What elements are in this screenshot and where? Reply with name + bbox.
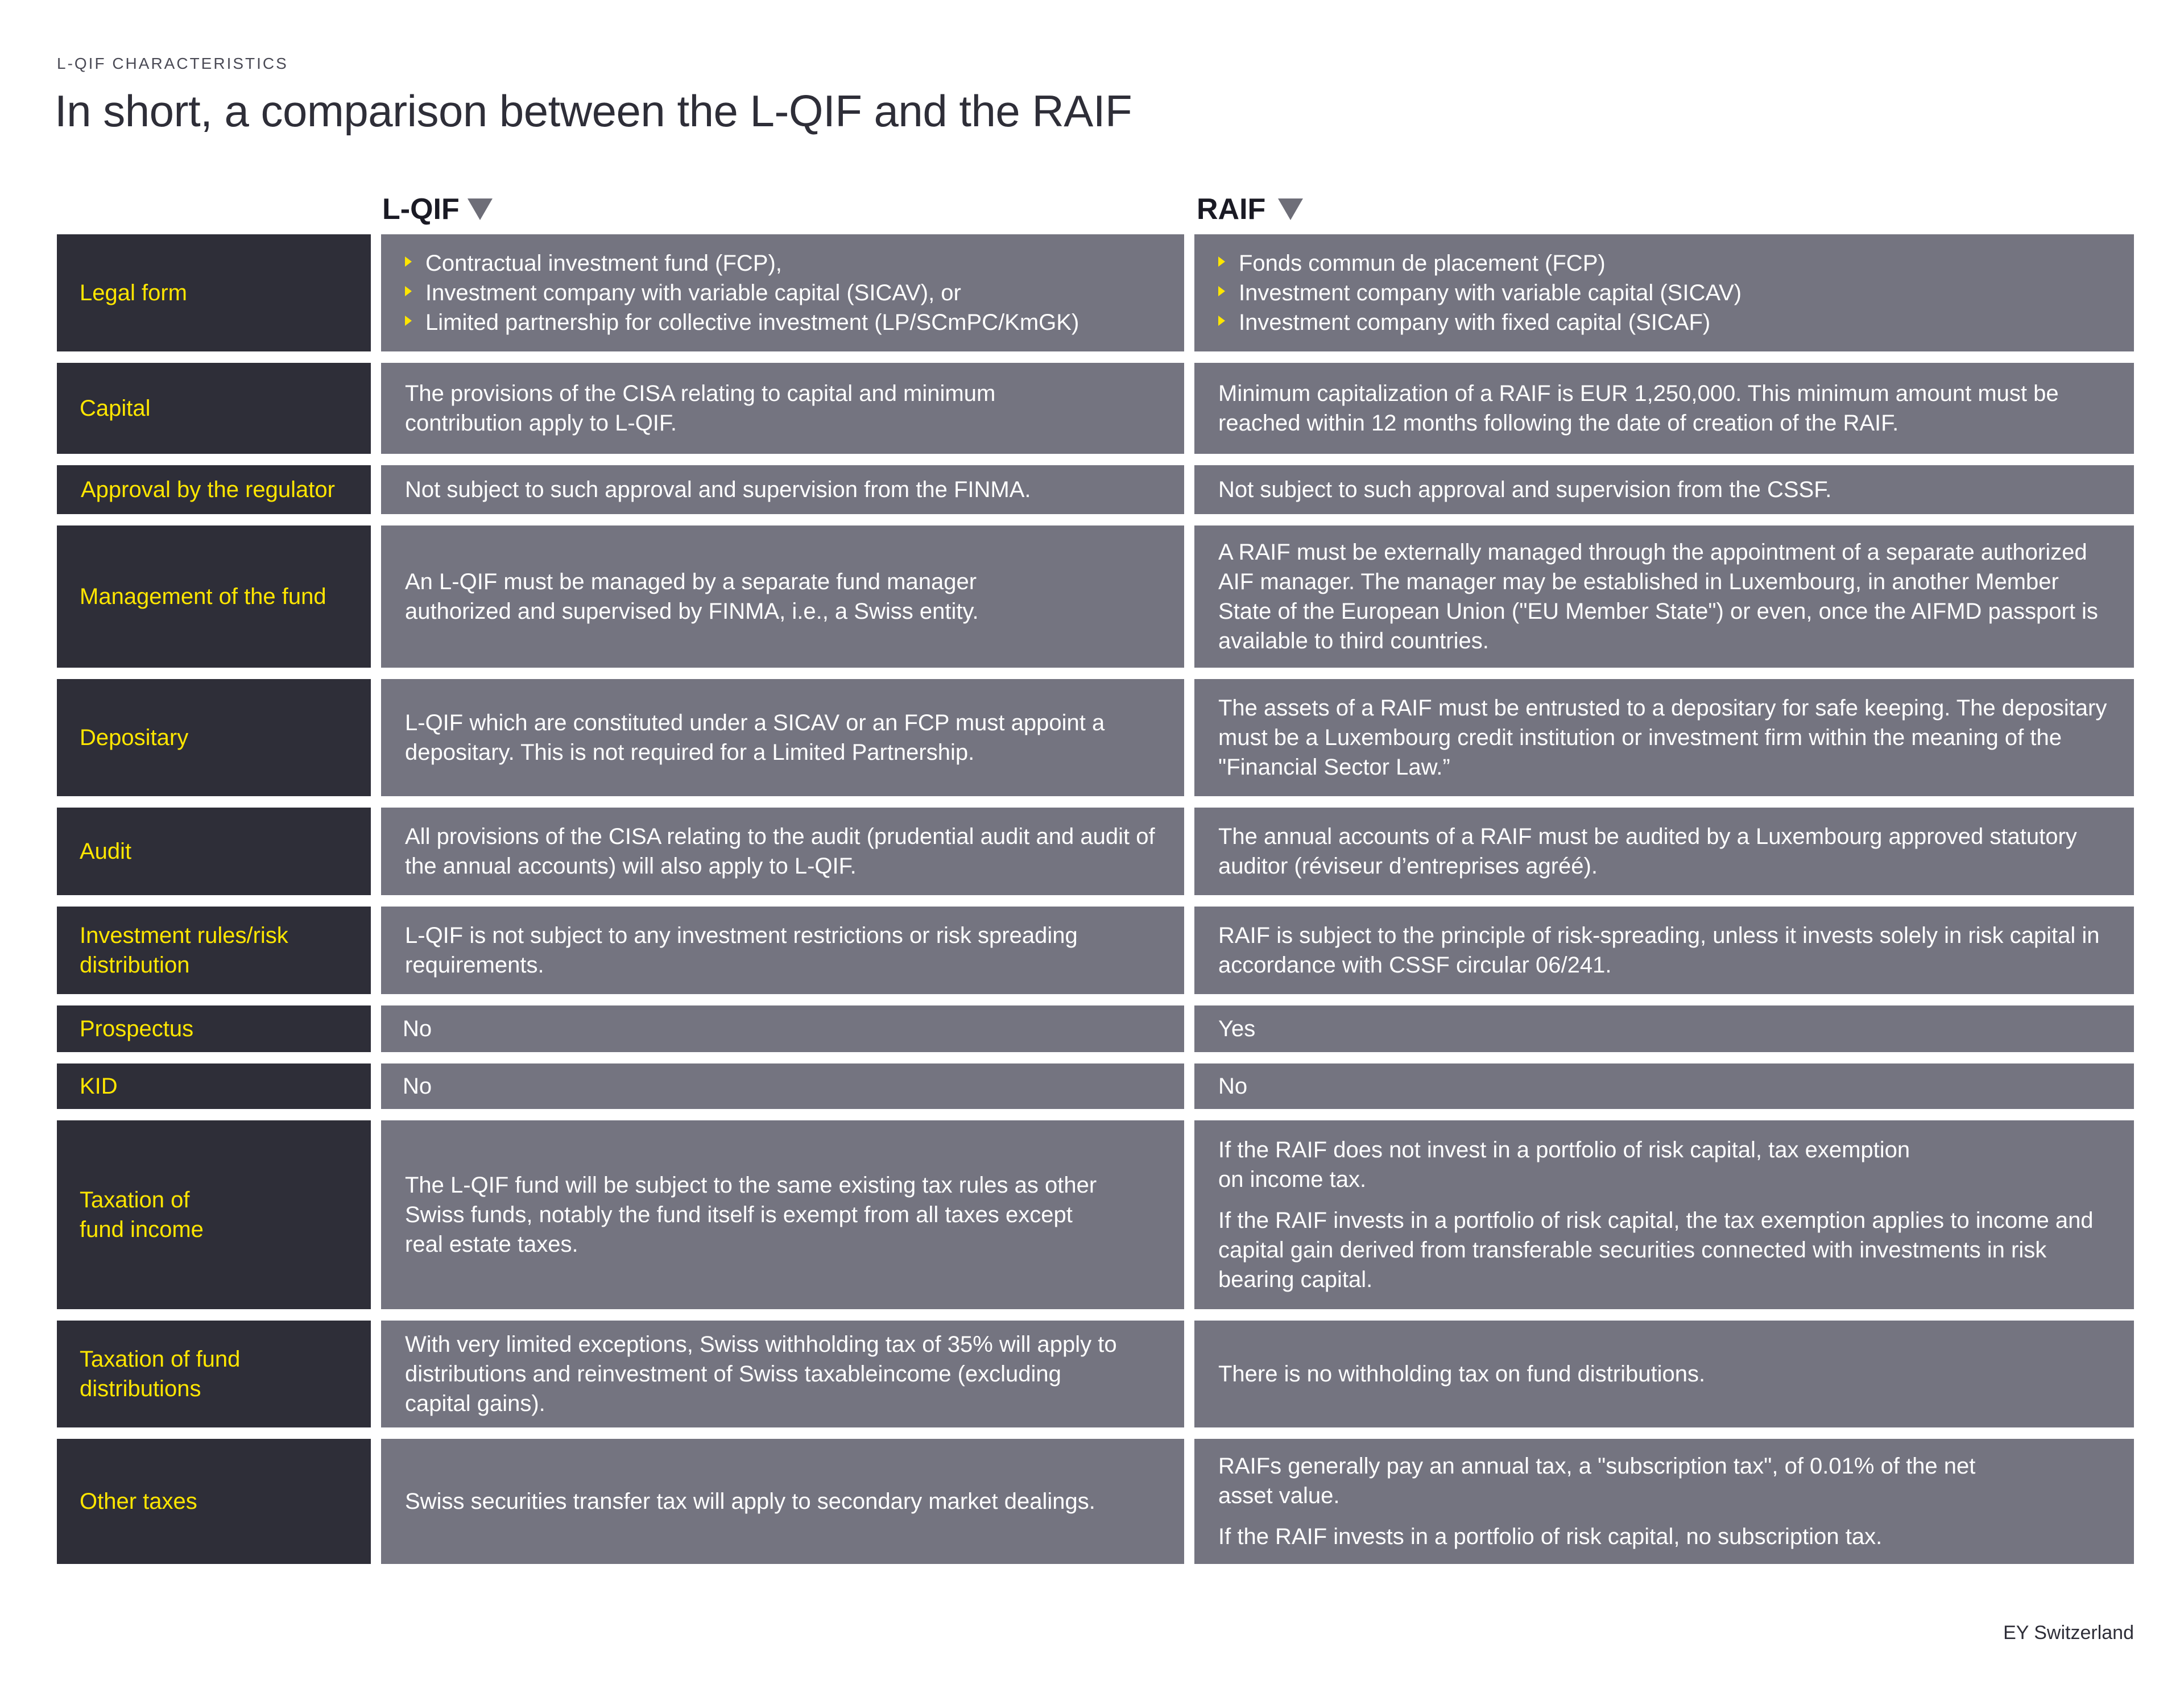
- raif-management-text: A RAIF must be externally managed through the appointment of a separate authorized AIF manager. The manager may be established in Luxembourg, in another Member State of the European Union ("EU Member State") or even, once the AIFMD passport is available to third countries.: [1218, 540, 2098, 653]
- table-row-taxation-income: [57, 1120, 2134, 1309]
- column-header-raif: [1197, 192, 1303, 226]
- column-header-lqif-label: L-QIF: [382, 193, 460, 226]
- raif-taxation-income-stack: [1218, 1135, 2110, 1294]
- raif-cell-audit: [1194, 808, 2134, 895]
- triangle-down-icon: [1278, 198, 1303, 220]
- row-label-depositary: Depositary: [57, 679, 371, 796]
- raif-cell-depositary: [1194, 679, 2134, 796]
- lqif-cell-other-taxes: Swiss securities transfer tax will apply to secondary market dealings.: [381, 1439, 1184, 1564]
- list-item: Contractual investment fund (FCP),: [405, 249, 1079, 278]
- column-header-lqif: [382, 192, 493, 226]
- column-header-raif-label: RAIF: [1197, 193, 1266, 226]
- lqif-taxation-income-text: The L-QIF fund will be subject to the same existing tax rules as other Swiss funds, notably the fund itself is exempt from all taxes except real estate taxes.: [405, 1173, 1097, 1257]
- list-item: Fonds commun de placement (FCP): [1218, 249, 1742, 278]
- row-label-legal-form: Legal form: [57, 234, 371, 351]
- lqif-cell-legal-form: [381, 234, 1184, 351]
- lqif-cell-investment-rules: [381, 907, 1184, 994]
- page-title: In short, a comparison between the L-QIF and the RAIF: [55, 86, 1132, 136]
- row-label-prospectus: Prospectus: [57, 1005, 371, 1052]
- raif-capital-text: Minimum capitalization of a RAIF is EUR 1,250,000. This minimum amount must be reached within 12 months following the date of creation of the RAIF.: [1218, 381, 2059, 436]
- raif-cell-other-taxes: [1194, 1439, 2134, 1564]
- comparison-table: [57, 234, 2134, 1575]
- table-row-kid: [57, 1063, 2134, 1109]
- raif-other-taxes-stack: [1218, 1451, 2026, 1551]
- table-row-capital: [57, 363, 2134, 454]
- lqif-audit-text: All provisions of the CISA relating to the audit (prudential audit and audit of the annual accounts) will also apply to L-QIF.: [405, 824, 1155, 879]
- raif-other-taxes-paragraph-2: If the RAIF invests in a portfolio of risk capital, no subscription tax.: [1218, 1524, 1883, 1549]
- table-row-taxation-distributions: [57, 1321, 2134, 1427]
- raif-other-taxes-paragraph-1: RAIFs generally pay an annual tax, a "subscription tax", of 0.01% of the net asset value.: [1218, 1454, 1976, 1508]
- section-kicker: L-QIF CHARACTERISTICS: [57, 55, 288, 72]
- table-row-prospectus: [57, 1005, 2134, 1052]
- lqif-cell-depositary: [381, 679, 1184, 796]
- row-label-taxation-distributions: Taxation of fund distributions: [57, 1321, 371, 1427]
- raif-cell-taxation-distributions: There is no withholding tax on fund distributions.: [1194, 1321, 2134, 1427]
- table-row-other-taxes: [57, 1439, 2134, 1564]
- row-label-kid: KID: [57, 1063, 371, 1109]
- row-label-approval: Approval by the regulator: [57, 465, 371, 514]
- raif-cell-legal-form: [1194, 234, 2134, 351]
- lqif-capital-text: The provisions of the CISA relating to capital and minimum contribution apply to L-QIF.: [405, 381, 996, 436]
- lqif-depositary-text: L-QIF which are constituted under a SICAV or an FCP must appoint a depositary. This is not required for a Limited Partnership.: [405, 710, 1105, 765]
- list-item: Limited partnership for collective investment (LP/SCmPC/KmGK): [405, 308, 1079, 337]
- lqif-cell-audit: [381, 808, 1184, 895]
- row-label-audit: Audit: [57, 808, 371, 895]
- lqif-cell-taxation-income: [381, 1120, 1184, 1309]
- row-label-capital: Capital: [57, 363, 371, 454]
- raif-cell-approval: Not subject to such approval and supervision from the CSSF.: [1194, 465, 2134, 514]
- lqif-cell-kid: No: [381, 1063, 1184, 1109]
- list-item: Investment company with variable capital (SICAV), or: [405, 278, 1079, 308]
- raif-cell-investment-rules: [1194, 907, 2134, 994]
- row-label-investment-rules: Investment rules/risk distribution: [57, 907, 371, 994]
- raif-taxation-income-paragraph-1: If the RAIF does not invest in a portfolio of risk capital, tax exemption on income tax.: [1218, 1137, 1910, 1192]
- raif-taxation-income-paragraph-2: If the RAIF invests in a portfolio of risk capital, the tax exemption applies to income and capital gain derived from transferable securities connected with investments in risk bearing capital.: [1218, 1208, 2094, 1292]
- row-label-taxation-income: Taxation of fund income: [57, 1120, 371, 1309]
- lqif-taxation-distributions-text: With very limited exceptions, Swiss withholding tax of 35% will apply to distributions and reinvestment of Swiss taxableincome (excluding capital gains).: [405, 1332, 1117, 1416]
- table-row-legal-form: [57, 234, 2134, 351]
- lqif-cell-taxation-distributions: [381, 1321, 1184, 1427]
- raif-legal-form-list: [1218, 249, 1742, 337]
- lqif-cell-prospectus: No: [381, 1005, 1184, 1052]
- lqif-cell-capital: [381, 363, 1184, 454]
- raif-investment-rules-text: RAIF is subject to the principle of risk-spreading, unless it invests solely in risk capital in accordance with CSSF circular 06/241.: [1218, 923, 2100, 978]
- row-label-other-taxes: Other taxes: [57, 1439, 371, 1564]
- lqif-investment-rules-text: L-QIF is not subject to any investment restrictions or risk spreading requirements.: [405, 923, 1078, 978]
- table-row-approval: [57, 465, 2134, 514]
- lqif-legal-form-list: [405, 249, 1079, 337]
- table-row-investment-rules: [57, 907, 2134, 994]
- raif-cell-taxation-income: [1194, 1120, 2134, 1309]
- raif-cell-management: [1194, 525, 2134, 668]
- table-row-audit: [57, 808, 2134, 895]
- raif-cell-kid: No: [1194, 1063, 2134, 1109]
- raif-audit-text: The annual accounts of a RAIF must be audited by a Luxembourg approved statutory auditor (réviseur d’entreprises agréé).: [1218, 824, 2077, 879]
- lqif-cell-management: [381, 525, 1184, 668]
- table-row-management: [57, 525, 2134, 668]
- lqif-cell-approval: Not subject to such approval and supervision from the FINMA.: [381, 465, 1184, 514]
- raif-depositary-text: The assets of a RAIF must be entrusted to a depositary for safe keeping. The depositary must be a Luxembourg credit institution or investment firm within the meaning of the "Financial Sector Law.”: [1218, 696, 2107, 780]
- raif-cell-prospectus: Yes: [1194, 1005, 2134, 1052]
- footer-brand: EY Switzerland: [2003, 1622, 2134, 1644]
- raif-cell-capital: [1194, 363, 2134, 454]
- triangle-down-icon: [468, 198, 493, 220]
- list-item: Investment company with fixed capital (SICAF): [1218, 308, 1742, 337]
- table-row-depositary: [57, 679, 2134, 796]
- lqif-management-text: An L-QIF must be managed by a separate fund manager authorized and supervised by FINMA, i.e., a Swiss entity.: [405, 569, 979, 624]
- list-item: Investment company with variable capital (SICAV): [1218, 278, 1742, 308]
- row-label-management: Management of the fund: [57, 525, 371, 668]
